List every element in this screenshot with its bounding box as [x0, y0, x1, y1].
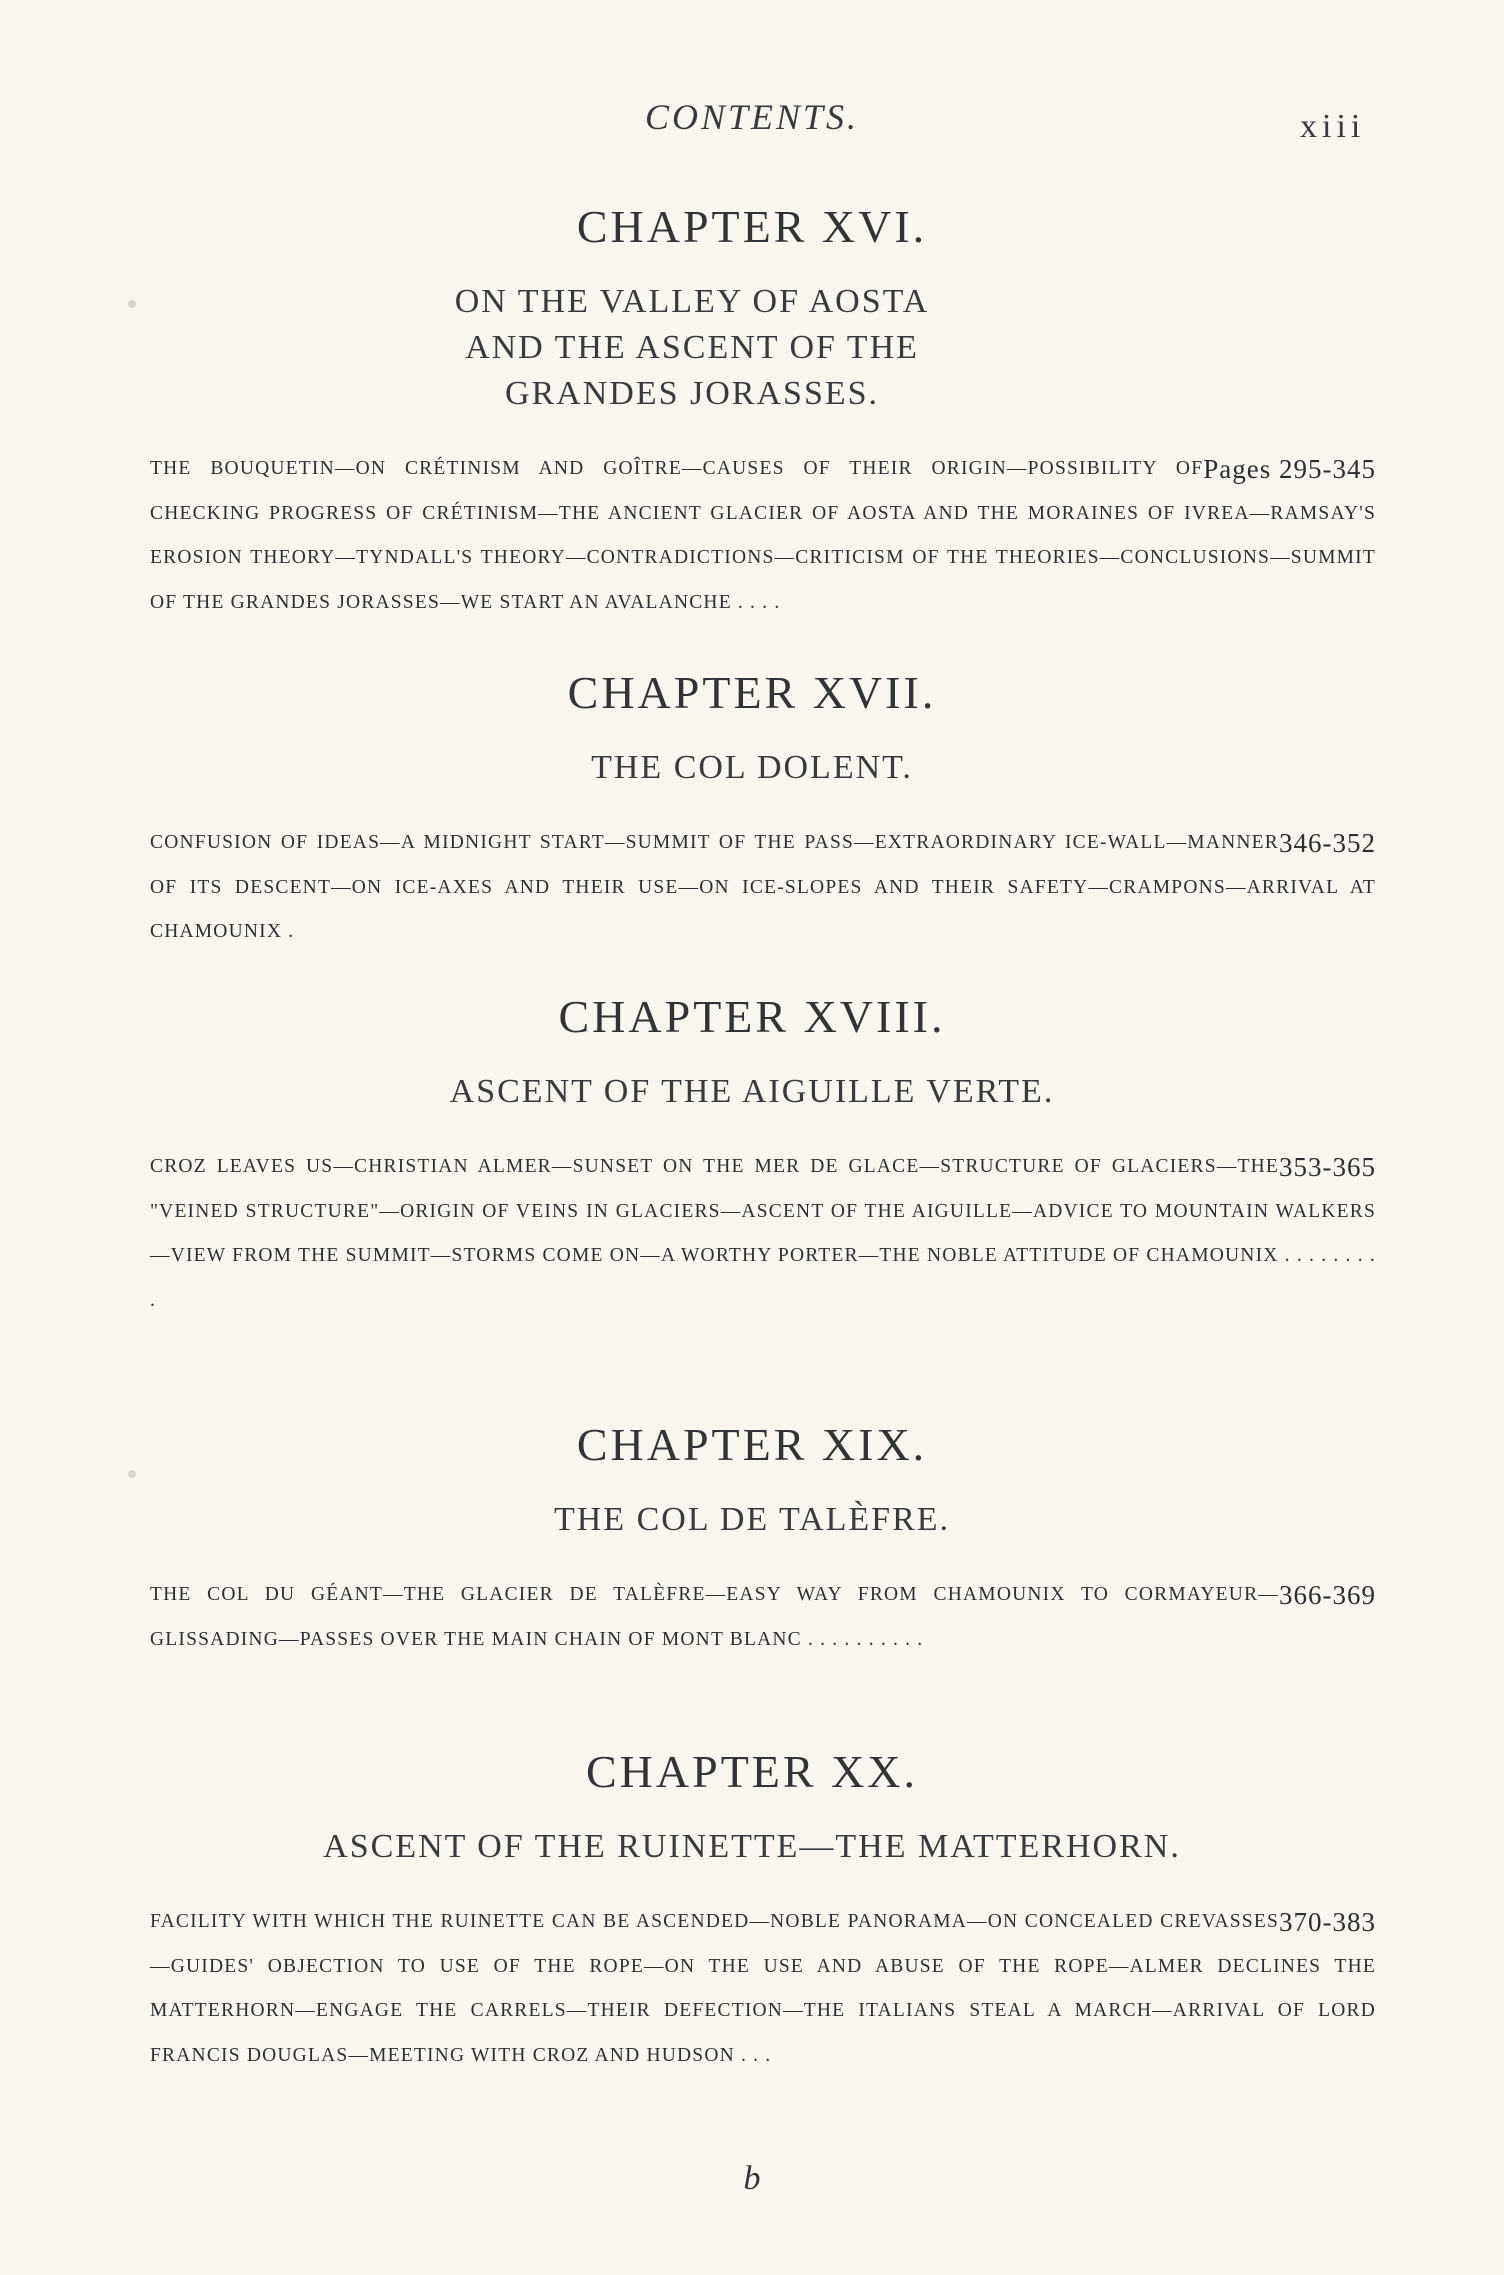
- page-range: 366-369: [1279, 1580, 1376, 1610]
- summary-text: FACILITY WITH WHICH THE RUINETTE CAN BE ASCENDED—NOBLE PANORAMA—ON CONCEALED CREVASSES—GUIDES' OBJECTION TO USE OF THE ROPE—ON THE USE AND ABUSE OF THE ROPE—ALMER DECLINES THE MATTERHORN—ENGAGE THE CARRELS—THEIR DEFECTION—THE ITALIANS STEAL A MARCH—ARRIVAL OF LORD FRANCIS DOUGLAS—MEETING WITH CROZ AND HUDSON . . .: [150, 1911, 1376, 2066]
- chapter-number: CHAPTER XX.: [585, 1746, 919, 1797]
- chapter-summary: [150, 1145, 1376, 1323]
- summary-text: CROZ LEAVES US—CHRISTIAN ALMER—SUNSET ON THE MER DE GLACE—STRUCTURE OF GLACIERS—THE "VEINED STRUCTURE"—ORIGIN OF VEINS IN GLACIERS—ASCENT OF THE AIGUILLE—ADVICE TO MOUNTAIN WALKERS—VIEW FROM THE SUMMIT—STORMS COME ON—A WORTHY PORTER—THE NOBLE ATTITUDE OF CHAMOUNIX . . . . . . . . .: [150, 1156, 1376, 1311]
- running-head: CONTENTS.: [644, 97, 860, 137]
- chapter-number: CHAPTER XIX.: [576, 1419, 928, 1470]
- signature-mark: b: [743, 2160, 761, 2197]
- page-range: 353-365: [1279, 1152, 1376, 1182]
- chapter-number: CHAPTER XVIII.: [558, 991, 946, 1042]
- chapter-title: ASCENT OF THE RUINETTE—THE MATTERHORN.: [323, 1828, 1181, 1865]
- chapter-title: THE COL DE TALÈFRE.: [553, 1501, 951, 1538]
- summary-text: THE COL DU GÉANT—THE GLACIER DE TALÈFRE—EASY WAY FROM CHAMOUNIX TO CORMAYEUR—GLISSADING—PASSES OVER THE MAIN CHAIN OF MONT BLANC . . . . . . . . . .: [150, 1584, 1279, 1650]
- summary-text: THE BOUQUETIN—ON CRÉTINISM AND GOÎTRE—CAUSES OF THEIR ORIGIN—POSSIBILITY OF CHECKING PROGRESS OF CRÉTINISM—THE ANCIENT GLACIER OF AOSTA AND THE MORAINES OF IVREA—RAMSAY'S EROSION THEORY—TYNDALL'S THEORY—CONTRADICTIONS—CRITICISM OF THE THEORIES—CONCLUSIONS—SUMMIT OF THE GRANDES JORASSES—WE START AN AVALANCHE . . . .: [150, 458, 1376, 613]
- chapter-summary: [150, 447, 1376, 625]
- chapter-summary: [150, 1900, 1376, 2078]
- page-number: xiii: [1300, 108, 1366, 145]
- chapter-xx: [0, 1745, 1504, 2078]
- chapter-title: ON THE VALLEY OF AOSTA AND THE ASCENT OF THE GRANDES JORASSES.: [454, 283, 930, 412]
- summary-text: CONFUSION OF IDEAS—A MIDNIGHT START—SUMMIT OF THE PASS—EXTRAORDINARY ICE-WALL—MANNER OF ITS DESCENT—ON ICE-AXES AND THEIR USE—ON ICE-SLOPES AND THEIR SAFETY—CRAMPONS—ARRIVAL AT CHAMOUNIX .: [150, 832, 1376, 942]
- chapter-xix: [0, 1418, 1504, 1662]
- page-range: Pages 295-345: [1203, 454, 1376, 484]
- page-range: 370-383: [1279, 1907, 1376, 1937]
- chapter-title: THE COL DOLENT.: [591, 749, 913, 786]
- page-range: 346-352: [1279, 828, 1376, 858]
- chapter-summary: [150, 821, 1376, 955]
- chapter-number: CHAPTER XVII.: [567, 667, 937, 718]
- chapter-xvii: [0, 666, 1504, 955]
- chapter-xvi: [0, 200, 1504, 625]
- chapter-summary: [150, 1573, 1376, 1662]
- chapter-number: CHAPTER XVI.: [576, 201, 928, 252]
- chapter-title: ASCENT OF THE AIGUILLE VERTE.: [449, 1073, 1055, 1110]
- chapter-xviii: [0, 990, 1504, 1323]
